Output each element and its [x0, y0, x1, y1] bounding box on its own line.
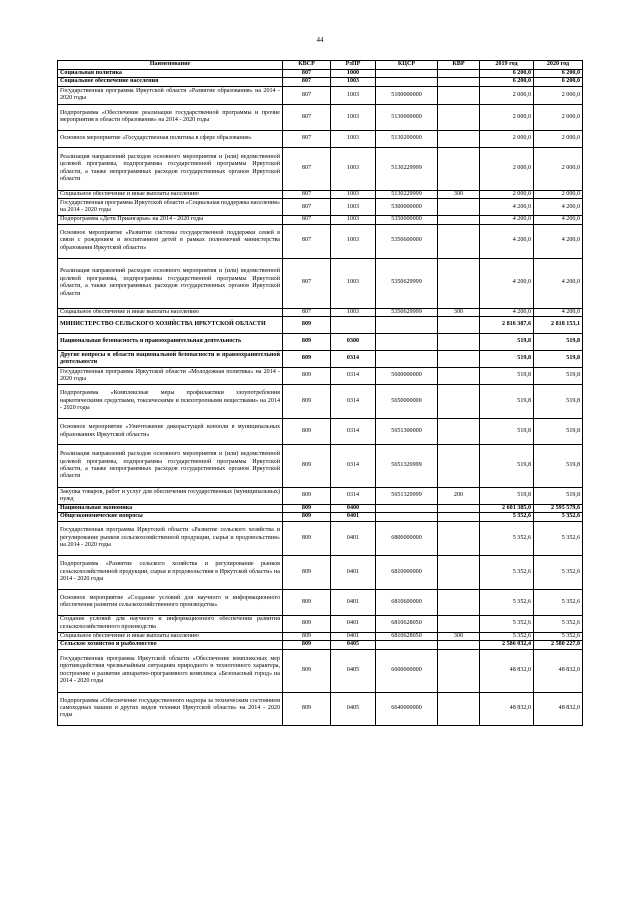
- header-kvsr: КВСР: [283, 61, 331, 70]
- row-amount-2020: 2 000,0: [534, 190, 583, 198]
- row-kvsr: 809: [283, 505, 331, 513]
- row-kvr: [438, 334, 480, 351]
- row-kvsr: 809: [283, 521, 331, 555]
- row-kcsr: 5130229999: [376, 190, 438, 198]
- row-name: Реализация направлений расходов основного мероприятия и (или) ведомственной целевой программы, подпрограммы государственной программы Иркутской области, а также непрограммных расходов государственных органов Иркутской области: [58, 147, 283, 190]
- row-kvr: [438, 385, 480, 419]
- header-kvr: КВР: [438, 61, 480, 70]
- row-amount-2020: 4 200,0: [534, 199, 583, 216]
- row-amount-2020: 4 200,0: [534, 224, 583, 258]
- table-row: [58, 308, 583, 316]
- table-body: [58, 70, 583, 726]
- row-rzpr: 0401: [331, 521, 376, 555]
- row-amount-2020: 6 200,0: [534, 70, 583, 78]
- row-amount-2020: 4 200,0: [534, 308, 583, 316]
- row-amount-2020: 2 000,0: [534, 147, 583, 190]
- row-name: Реализация направлений расходов основного мероприятия и (или) ведомственной целевой программы, подпрограммы государственной программы Иркутской области, а также непрограммных расходов государственных органов Иркутской области: [58, 445, 283, 488]
- row-amount-2019: 519,8: [480, 368, 534, 385]
- row-kvr: [438, 521, 480, 555]
- row-kvr: [438, 692, 480, 725]
- row-kvsr: 809: [283, 615, 331, 632]
- row-kvsr: 809: [283, 351, 331, 368]
- row-kcsr: [376, 334, 438, 351]
- row-rzpr: [331, 317, 376, 334]
- row-rzpr: 0401: [331, 589, 376, 615]
- header-rzpr: РзПР: [331, 61, 376, 70]
- row-amount-2019: 6 200,0: [480, 78, 534, 86]
- row-amount-2020: 5 352,6: [534, 615, 583, 632]
- row-kcsr: 6640000000: [376, 692, 438, 725]
- row-name: Социальное обеспечение и иные выплаты населению: [58, 632, 283, 640]
- row-rzpr: 1003: [331, 104, 376, 130]
- row-kcsr: [376, 641, 438, 649]
- row-amount-2020: 5 352,6: [534, 589, 583, 615]
- row-kcsr: [376, 505, 438, 513]
- table-row: [58, 488, 583, 505]
- row-name: МИНИСТЕРСТВО СЕЛЬСКОГО ХОЗЯЙСТВА ИРКУТСКОЙ ОБЛАСТИ: [58, 317, 283, 334]
- row-kvr: [438, 641, 480, 649]
- row-amount-2019: 2 000,0: [480, 86, 534, 104]
- row-kcsr: 5100000000: [376, 86, 438, 104]
- row-kcsr: 5350629999: [376, 258, 438, 308]
- row-kcsr: 5130200000: [376, 130, 438, 147]
- row-name: Основное мероприятие «Уничтожение дикорастущей конопли в муниципальных образованиях Иркутской области»: [58, 419, 283, 445]
- row-kvr: [438, 555, 480, 589]
- row-amount-2020: 519,8: [534, 385, 583, 419]
- row-rzpr: 0314: [331, 385, 376, 419]
- row-kvsr: 807: [283, 147, 331, 190]
- table-row: [58, 216, 583, 224]
- header-name: Наименование: [58, 61, 283, 70]
- row-amount-2019: 4 200,0: [480, 258, 534, 308]
- row-rzpr: 0314: [331, 419, 376, 445]
- row-amount-2019: 4 200,0: [480, 216, 534, 224]
- row-rzpr: 1003: [331, 258, 376, 308]
- budget-table: [57, 60, 583, 726]
- row-amount-2020: 5 352,6: [534, 513, 583, 521]
- table-row: [58, 199, 583, 216]
- row-kvr: [438, 505, 480, 513]
- table-row: [58, 692, 583, 725]
- row-name: Подпрограмма «Обеспечение реализации государственной программы и прочие мероприятия в области образования» на 2014 - 2020 годы: [58, 104, 283, 130]
- row-amount-2020: 2 000,0: [534, 130, 583, 147]
- row-name: Национальная безопасность и правоохранительная деятельность: [58, 334, 283, 351]
- row-name: Закупка товаров, работ и услуг для обеспечения государственных (муниципальных) нужд: [58, 488, 283, 505]
- row-amount-2020: 519,8: [534, 334, 583, 351]
- row-rzpr: 0314: [331, 368, 376, 385]
- row-amount-2019: 2 601 385,0: [480, 505, 534, 513]
- row-name: Государственная программа Иркутской области «Социальная поддержка населения» на 2014 - 2020 годы: [58, 199, 283, 216]
- row-amount-2019: 4 200,0: [480, 224, 534, 258]
- row-kcsr: 6810628050: [376, 615, 438, 632]
- row-amount-2020: 519,8: [534, 488, 583, 505]
- row-kvsr: 807: [283, 199, 331, 216]
- row-kvsr: 807: [283, 190, 331, 198]
- row-name: Социальная политика: [58, 70, 283, 78]
- row-kvr: [438, 258, 480, 308]
- row-amount-2020: 519,8: [534, 368, 583, 385]
- row-kvr: [438, 419, 480, 445]
- table-row: [58, 555, 583, 589]
- row-kvsr: 809: [283, 445, 331, 488]
- row-rzpr: 1003: [331, 216, 376, 224]
- row-kcsr: 5650000000: [376, 385, 438, 419]
- row-kvsr: 809: [283, 692, 331, 725]
- row-kcsr: 6810628050: [376, 632, 438, 640]
- row-amount-2019: 519,8: [480, 419, 534, 445]
- row-amount-2019: 4 200,0: [480, 308, 534, 316]
- row-amount-2019: 4 200,0: [480, 199, 534, 216]
- header-2020: 2020 год: [534, 61, 583, 70]
- table-row: [58, 589, 583, 615]
- row-amount-2019: 2 586 032,4: [480, 641, 534, 649]
- row-rzpr: 1003: [331, 199, 376, 216]
- table-row: [58, 147, 583, 190]
- row-amount-2019: 5 352,6: [480, 615, 534, 632]
- row-kcsr: [376, 513, 438, 521]
- table-row: [58, 615, 583, 632]
- row-kvr: [438, 615, 480, 632]
- row-name: Основное мероприятие «Развитие системы государственной поддержки семей в связи с рождением и воспитанием детей в рамках полномочий министерства образования Иркутской области»: [58, 224, 283, 258]
- table-row: [58, 641, 583, 649]
- row-kvsr: 809: [283, 368, 331, 385]
- header-kcsr: КЦСР: [376, 61, 438, 70]
- table-row: [58, 368, 583, 385]
- row-name: Другие вопросы в области национальной безопасности и правоохранительной деятельности: [58, 351, 283, 368]
- row-kvsr: 807: [283, 86, 331, 104]
- row-name: Основное мероприятие «Государственная политика в сфере образования»: [58, 130, 283, 147]
- table-row: [58, 521, 583, 555]
- row-rzpr: 0401: [331, 513, 376, 521]
- row-kcsr: 6810600000: [376, 589, 438, 615]
- row-rzpr: 0401: [331, 615, 376, 632]
- row-kvr: [438, 649, 480, 692]
- table-row: [58, 317, 583, 334]
- row-kcsr: 5350600000: [376, 224, 438, 258]
- row-amount-2020: 48 832,0: [534, 649, 583, 692]
- row-name: Общеэкономические вопросы: [58, 513, 283, 521]
- row-kcsr: [376, 70, 438, 78]
- row-amount-2020: 519,8: [534, 351, 583, 368]
- row-amount-2020: 5 352,6: [534, 521, 583, 555]
- row-kvr: 200: [438, 488, 480, 505]
- row-name: Государственная программа Иркутской области «Развитие образования» на 2014 - 2020 годы: [58, 86, 283, 104]
- row-kvsr: 807: [283, 224, 331, 258]
- header-2019: 2019 год: [480, 61, 534, 70]
- row-rzpr: 1003: [331, 190, 376, 198]
- row-kvr: [438, 589, 480, 615]
- row-rzpr: 0400: [331, 505, 376, 513]
- row-rzpr: 1003: [331, 147, 376, 190]
- row-name: Подпрограмма «Обеспечение государственного надзора за техническим состоянием самоходных машин и других видов техники Иркутской области» на 2014 - 2020 годы: [58, 692, 283, 725]
- row-kvr: [438, 78, 480, 86]
- row-rzpr: 0405: [331, 641, 376, 649]
- row-kvr: 300: [438, 632, 480, 640]
- row-kvr: [438, 216, 480, 224]
- table-row: [58, 258, 583, 308]
- row-kvsr: 809: [283, 555, 331, 589]
- row-kvr: [438, 130, 480, 147]
- row-kcsr: 6810000000: [376, 555, 438, 589]
- row-rzpr: 0300: [331, 334, 376, 351]
- row-amount-2020: 48 832,0: [534, 692, 583, 725]
- row-kvr: [438, 445, 480, 488]
- row-kvsr: 807: [283, 308, 331, 316]
- row-kcsr: 5130000000: [376, 104, 438, 130]
- row-kcsr: 5350629999: [376, 308, 438, 316]
- row-amount-2020: 519,8: [534, 445, 583, 488]
- table-row: [58, 385, 583, 419]
- row-rzpr: 0405: [331, 649, 376, 692]
- row-kvr: [438, 368, 480, 385]
- row-kvsr: 809: [283, 488, 331, 505]
- row-amount-2019: 519,8: [480, 385, 534, 419]
- table-row: [58, 104, 583, 130]
- row-amount-2019: 519,8: [480, 351, 534, 368]
- table-header: [58, 61, 583, 70]
- row-kvr: [438, 317, 480, 334]
- row-amount-2020: 5 352,6: [534, 555, 583, 589]
- row-name: Государственная программа Иркутской области «Развитие сельского хозяйства и регулирование рынков сельскохозяйственной продукции, сырья и продовольствия» на 2014 - 2020 годы: [58, 521, 283, 555]
- row-amount-2020: 2 000,0: [534, 86, 583, 104]
- table-row: [58, 130, 583, 147]
- table-row: [58, 78, 583, 86]
- row-amount-2019: 2 000,0: [480, 130, 534, 147]
- row-amount-2019: 48 832,0: [480, 692, 534, 725]
- row-kcsr: 6600000000: [376, 649, 438, 692]
- row-amount-2020: 2 818 153,1: [534, 317, 583, 334]
- row-name: Создание условий для научного и информационного обеспечения развития сельскохозяйственного производства: [58, 615, 283, 632]
- row-rzpr: 1003: [331, 78, 376, 86]
- row-rzpr: 1003: [331, 308, 376, 316]
- row-amount-2020: 2 580 227,0: [534, 641, 583, 649]
- row-amount-2019: 48 832,0: [480, 649, 534, 692]
- row-kvr: 300: [438, 308, 480, 316]
- row-amount-2020: 2 000,0: [534, 104, 583, 130]
- row-amount-2019: 5 352,6: [480, 513, 534, 521]
- row-amount-2020: 4 200,0: [534, 216, 583, 224]
- row-name: Подпрограмма «Комплексные меры профилактики злоупотребления наркотическими средствами, токсическими и психотропными веществами» на 2014 - 2020 годы: [58, 385, 283, 419]
- row-rzpr: 1003: [331, 130, 376, 147]
- row-kvsr: 807: [283, 216, 331, 224]
- row-name: Социальное обеспечение и иные выплаты населению: [58, 308, 283, 316]
- row-kvsr: 809: [283, 385, 331, 419]
- row-kcsr: [376, 317, 438, 334]
- row-amount-2020: 5 352,6: [534, 632, 583, 640]
- row-rzpr: 1003: [331, 86, 376, 104]
- row-amount-2020: 519,8: [534, 419, 583, 445]
- row-kvr: [438, 86, 480, 104]
- row-kvsr: 807: [283, 130, 331, 147]
- row-kvsr: 809: [283, 641, 331, 649]
- table-row: [58, 445, 583, 488]
- row-kcsr: 5300000000: [376, 199, 438, 216]
- row-kvr: [438, 199, 480, 216]
- table-row: [58, 334, 583, 351]
- row-kvr: [438, 351, 480, 368]
- row-amount-2019: 5 352,6: [480, 632, 534, 640]
- row-name: Сельское хозяйство и рыболовство: [58, 641, 283, 649]
- row-kvsr: 809: [283, 649, 331, 692]
- row-kvsr: 807: [283, 104, 331, 130]
- row-amount-2020: 6 200,0: [534, 78, 583, 86]
- row-rzpr: 1003: [331, 224, 376, 258]
- row-rzpr: 0405: [331, 692, 376, 725]
- row-name: Государственная программа Иркутской области «Обеспечение комплексных мер противодействия чрезвычайным ситуациям природного и техногенного характера, построение и развитие аппаратно-программного комплекса «Безопасный город» на 2014 - 2020 годы: [58, 649, 283, 692]
- table-row: [58, 419, 583, 445]
- row-rzpr: 0314: [331, 351, 376, 368]
- table-row: [58, 190, 583, 198]
- page-number: 44: [316, 36, 324, 44]
- row-kvr: [438, 147, 480, 190]
- table-row: [58, 649, 583, 692]
- row-amount-2019: 6 200,0: [480, 70, 534, 78]
- row-amount-2019: 2 000,0: [480, 147, 534, 190]
- row-kcsr: 6800000000: [376, 521, 438, 555]
- table-row: [58, 513, 583, 521]
- row-name: Подпрограмма «Развитие сельского хозяйства и регулирование рынков сельскохозяйственной продукции, сырья и продовольствия в Иркутской области» на 2014 - 2020 годы: [58, 555, 283, 589]
- table-row: [58, 505, 583, 513]
- row-kcsr: [376, 351, 438, 368]
- row-kvsr: 809: [283, 513, 331, 521]
- row-name: Социальное обеспечение населения: [58, 78, 283, 86]
- row-kcsr: 5651329999: [376, 445, 438, 488]
- table-row: [58, 351, 583, 368]
- row-amount-2019: 2 816 387,6: [480, 317, 534, 334]
- table-row: [58, 632, 583, 640]
- row-kvsr: 807: [283, 78, 331, 86]
- table-row: [58, 86, 583, 104]
- row-kvr: 300: [438, 190, 480, 198]
- row-name: Основное мероприятие «Создание условий для научного и информационного обеспечения развития сельскохозяйственного производства»: [58, 589, 283, 615]
- row-kvr: [438, 104, 480, 130]
- table-row: [58, 224, 583, 258]
- row-name: Национальная экономика: [58, 505, 283, 513]
- row-kvsr: 809: [283, 589, 331, 615]
- row-kcsr: 5130229999: [376, 147, 438, 190]
- row-kvsr: 809: [283, 334, 331, 351]
- row-amount-2020: 2 595 579,6: [534, 505, 583, 513]
- row-name: Подпрограмма «Дети Приангарья» на 2014 - 2020 годы: [58, 216, 283, 224]
- row-kvsr: 809: [283, 419, 331, 445]
- row-name: Государственная программа Иркутской области «Молодежная политика» на 2014 - 2020 годы: [58, 368, 283, 385]
- row-rzpr: 0314: [331, 445, 376, 488]
- row-amount-2019: 5 352,6: [480, 555, 534, 589]
- row-kcsr: 5600000000: [376, 368, 438, 385]
- row-kvr: [438, 70, 480, 78]
- row-amount-2019: 5 352,6: [480, 589, 534, 615]
- row-kvsr: 809: [283, 632, 331, 640]
- row-kcsr: 5651329999: [376, 488, 438, 505]
- row-rzpr: 1000: [331, 70, 376, 78]
- row-kvsr: 809: [283, 317, 331, 334]
- table-row: [58, 70, 583, 78]
- row-kvr: [438, 224, 480, 258]
- row-amount-2019: 519,8: [480, 445, 534, 488]
- row-amount-2019: 2 000,0: [480, 104, 534, 130]
- row-rzpr: 0401: [331, 632, 376, 640]
- row-kcsr: [376, 78, 438, 86]
- row-kvsr: 807: [283, 258, 331, 308]
- row-rzpr: 0401: [331, 555, 376, 589]
- row-kvr: [438, 513, 480, 521]
- row-amount-2020: 4 200,0: [534, 258, 583, 308]
- row-amount-2019: 519,8: [480, 488, 534, 505]
- row-kvsr: 807: [283, 70, 331, 78]
- row-name: Реализация направлений расходов основного мероприятия и (или) ведомственной целевой программы, подпрограммы государственной программы Иркутской области, а также непрограммных расходов государственных органов Иркутской области: [58, 258, 283, 308]
- row-amount-2019: 519,8: [480, 334, 534, 351]
- row-kcsr: 5651300000: [376, 419, 438, 445]
- row-amount-2019: 2 000,0: [480, 190, 534, 198]
- row-name: Социальное обеспечение и иные выплаты населению: [58, 190, 283, 198]
- row-kcsr: 5350000000: [376, 216, 438, 224]
- row-rzpr: 0314: [331, 488, 376, 505]
- row-amount-2019: 5 352,6: [480, 521, 534, 555]
